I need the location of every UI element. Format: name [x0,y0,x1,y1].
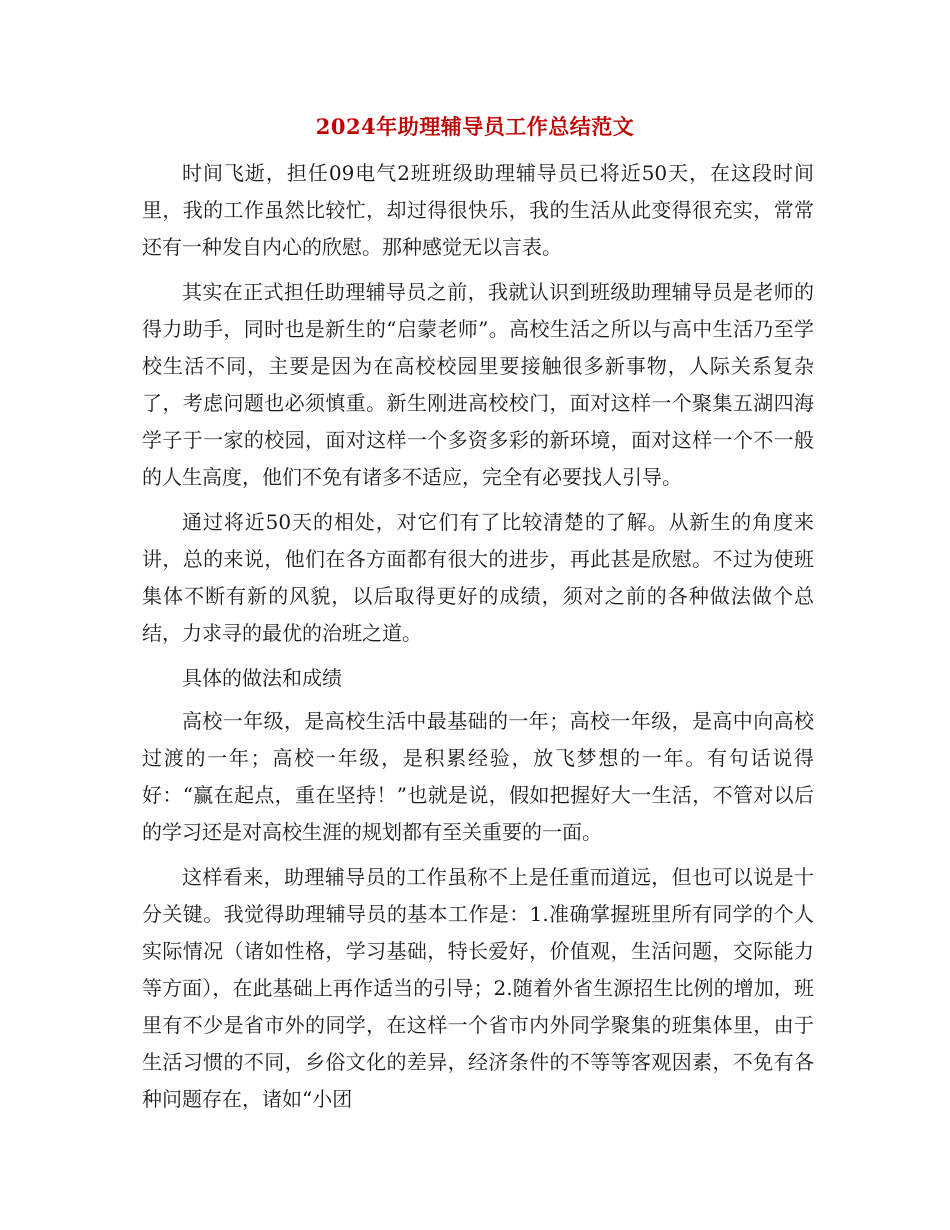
paragraph-observation: 通过将近50天的相处，对它们有了比较清楚的了解。从新生的角度来讲，总的来说，他们在各方面都有很大的进步，再此甚是欣慰。不过为使班集体不断有新的风貌，以后取得更好的成绩，须对之前的各种做法做个总结，力求寻的最优的治班之道。 [142,510,814,645]
paragraph-intro: 时间飞逝，担任09电气2班班级助理辅导员已将近50天，在这段时间里，我的工作虽然比较忙，却过得很快乐，我的生活从此变得很充实，常常还有一种发自内心的欣慰。那种感觉无以言表。 [142,161,814,259]
document-title: 2024年助理辅导员工作总结范文 [315,114,635,139]
section-heading: 具体的做法和成绩 [182,666,342,690]
paragraph-duties: 这样看来，助理辅导员的工作虽称不上是任重而道远，但也可以说是十分关键。我觉得助理辅导员的基本工作是：1.准确掌握班里所有同学的个人实际情况（诸如性格，学习基础，特长爱好，价值观，生活问题，交际能力等方面），在此基础上再作适当的引导；2.随着外省生源招生比例的增加，班里有不少是省市外的同学，在这样一个省市内外同学聚集的班集体里，由于生活习惯的不同，乡俗文化的差异，经济条件的不等等客观因素，不免有各种问题存在，诸如“小团 [142,865,814,1111]
paragraph-first-year: 高校一年级，是高校生活中最基础的一年；高校一年级，是高中向高校过渡的一年；高校一年级，是积累经验，放飞梦想的一年。有句话说得好：“赢在起点，重在坚持！”也就是说，假如把握好大一生活，不管对以后的学习还是对高校生涯的规划都有至关重要的一面。 [142,709,814,844]
paragraph-role: 其实在正式担任助理辅导员之前，我就认识到班级助理辅导员是老师的得力助手，同时也是新生的“启蒙老师”。高校生活之所以与高中生活乃至学校生活不同，主要是因为在高校校园里要接触很多新事物，人际关系复杂了，考虑问题也必须慎重。新生刚进高校校门，面对这样一个聚集五湖四海学子于一家的校园，面对这样一个多资多彩的新环境，面对这样一个不一般的人生高度，他们不免有诸多不适应，完全有必要找人引导。 [142,280,814,489]
document-body [142,155,814,1126]
